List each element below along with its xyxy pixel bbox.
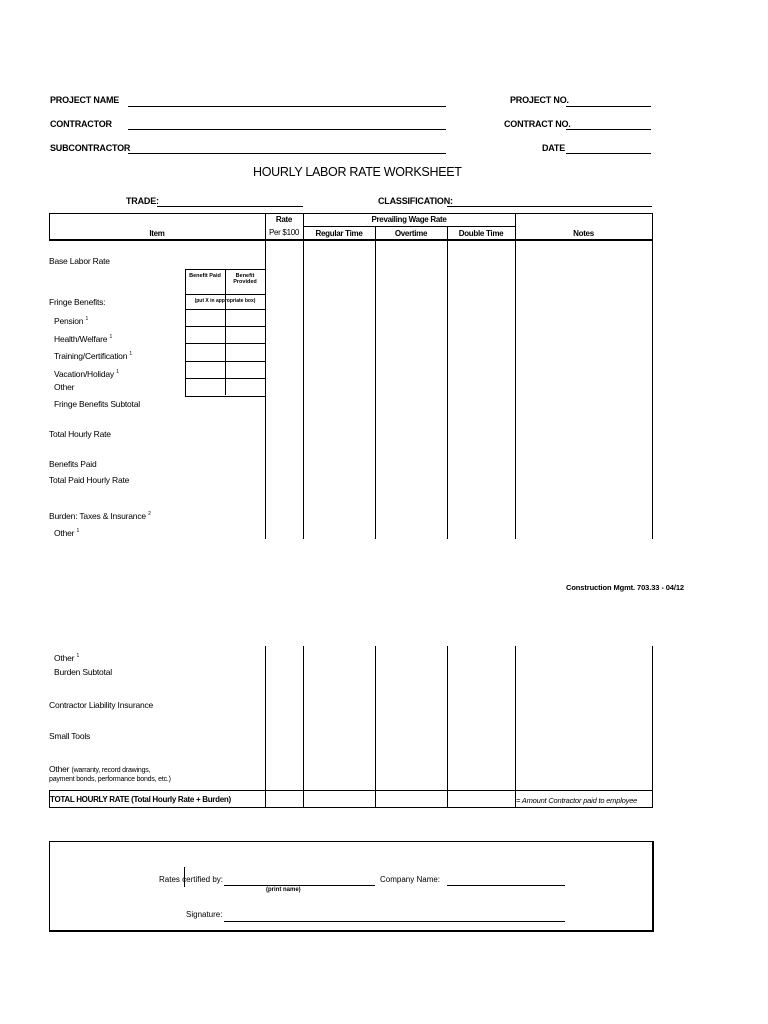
row-other-burden-2: Other $^1$ [54,652,80,663]
table-right-border [652,646,653,808]
pension-paid-checkbox[interactable] [186,310,224,325]
project-no-label: PROJECT NO. [510,95,569,105]
subcontractor-label: SUBCONTRACTOR [50,143,131,153]
col-divider-overtime [375,646,376,808]
contract-no-label: CONTRACT NO. [504,119,571,129]
total-row-bottom-border [49,807,653,808]
trade-label: TRADE: [126,196,159,206]
row-training: Training/Certification $^1$ [54,350,132,361]
col-divider-notes [515,646,516,808]
health-paid-checkbox[interactable] [186,327,224,342]
col-header-regular: Regular Time [315,229,363,238]
pension-provided-checkbox[interactable] [226,310,264,325]
row-benefits-paid: Benefits Paid [49,459,97,469]
contractor-field[interactable] [128,129,446,130]
row-other-burden-1: Other $^1$ [54,527,80,538]
row-burden-subtotal: Burden Subtotal [54,667,112,677]
row-total-hourly-rate: Total Hourly Rate [49,429,111,439]
col-divider-notes [515,213,516,539]
row-vacation: Vacation/Holiday $^1$ [54,368,119,379]
contractor-label: CONTRACTOR [50,119,112,129]
health-provided-checkbox[interactable] [226,327,264,342]
row-total-hourly-rate-burden: TOTAL HOURLY RATE (Total Hourly Rate + Burden) [50,795,231,804]
training-provided-checkbox[interactable] [226,344,264,360]
row-other-fringe: Other [54,382,75,392]
row-small-tools: Small Tools [49,731,91,741]
table-top-border [49,213,653,214]
row-pension: Pension $^1$ [54,315,89,326]
row-other-misc: Other (warranty, record drawings, [49,764,151,774]
project-name-label: PROJECT NAME [50,95,120,105]
col-divider-regular [303,213,304,539]
col-header-double: Double Time [458,229,504,238]
row-total-paid-hourly-rate: Total Paid Hourly Rate [49,475,130,485]
rates-certified-label: Rates certified by: [159,875,224,884]
other-paid-checkbox[interactable] [186,379,224,394]
total-row-top-border [49,790,653,791]
put-x-instruction: (put X in appropriate box) [194,298,256,304]
col-divider-rate [265,646,266,808]
col-header-rate: Rate [275,215,293,224]
print-name-caption: (print name) [266,887,301,893]
subcontractor-field[interactable] [128,153,446,154]
row-other-misc-detail: payment bonds, performance bonds, etc.) [49,776,171,783]
col-divider-regular [303,646,304,808]
company-name-field[interactable] [447,885,565,886]
col-divider-double [447,646,448,808]
row-health-welfare: Health/Welfare $^1$ [54,333,113,344]
col-divider-overtime [375,226,376,539]
date-field[interactable] [566,153,651,154]
row-base-labor-rate: Base Labor Rate [49,256,110,266]
benefit-paid-header: Benefit Paid [189,273,221,279]
col-header-overtime: Overtime [394,229,428,238]
classification-field[interactable] [447,206,652,207]
amount-contractor-note: = Amount Contractor paid to employee [516,796,638,805]
page-footer-reference: Construction Mgmt. 703.33 - 04/12 [566,583,684,592]
text-cursor [184,867,185,887]
signature-label: Signature: [186,910,223,919]
classification-label: CLASSIFICATION: [378,196,453,206]
col-divider-double [447,226,448,539]
col-header-item: Item [149,229,165,238]
contract-no-field[interactable] [566,129,651,130]
benefit-provided-header: Benefit Provided [233,273,257,285]
vacation-paid-checkbox[interactable] [186,362,224,377]
benefit-grid-line [185,294,265,295]
training-paid-checkbox[interactable] [186,344,224,360]
signature-field[interactable] [224,921,565,922]
prevailing-subheader-line [303,226,515,227]
row-fringe-benefits: Fringe Benefits: [49,297,106,307]
print-name-field[interactable] [224,885,375,886]
other-provided-checkbox[interactable] [226,379,264,394]
col-header-notes: Notes [573,229,594,238]
table-right-border [652,213,653,539]
row-fringe-subtotal: Fringe Benefits Subtotal [54,399,140,409]
row-contractor-liability: Contractor Liability Insurance [49,700,154,710]
col-header-prevailing: Prevailing Wage Rate [371,215,447,224]
row-burden: Burden: Taxes & Insurance $^2$ [49,510,151,521]
company-name-label: Company Name: [380,875,441,884]
project-no-field[interactable] [566,106,651,107]
date-label: DATE [542,143,566,153]
vacation-provided-checkbox[interactable] [226,362,264,377]
header-bottom-border [49,239,653,241]
project-name-field[interactable] [128,106,446,107]
trade-field[interactable] [157,206,303,207]
page-title: HOURLY LABOR RATE WORKSHEET [253,165,462,179]
col-header-per-100: Per $100 [268,228,300,237]
certification-box [49,841,654,932]
